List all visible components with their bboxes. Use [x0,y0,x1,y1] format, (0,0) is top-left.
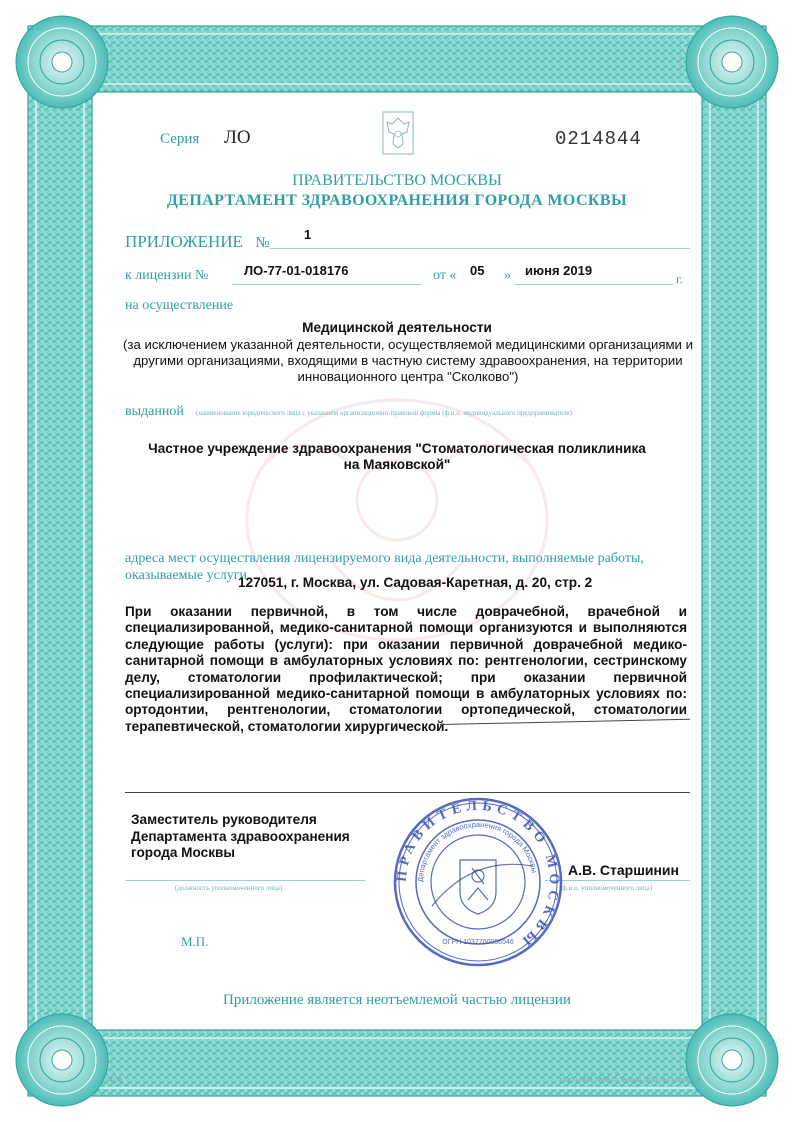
footer-note: Приложение является неотъемлемой частью лицензии [223,992,571,1008]
appendix-label: ПРИЛОЖЕНИЕ № [125,232,270,251]
date-from-label: от « [433,268,457,283]
position-hint: (должность уполномоченного лица) [175,884,283,892]
corner-rosette-tl [16,16,108,108]
activity-label: на осуществление [125,298,234,313]
issued-hint: (наименование юридического лица с указанием организационно-правовой формы (ф.и.о. индивидуального предпринимателя) [196,409,572,417]
license-day: 05 [470,263,485,278]
organization-name: Частное учреждение здравоохранения "Стоматологическая поликлиника на Маяковской" [148,441,646,473]
signature-stroke [432,864,532,906]
series-label: Серия [160,131,200,147]
seal-ogrn: ОГРН 1037700056546 [442,939,514,946]
address-value: 127051, г. Москва, ул. Садовая-Каретная, д. 20, стр. 2 [238,575,593,590]
activity-description: (за исключением указанной деятельности, осуществляемой медицинскими организациями и другими организациями, входящими в частную систему здравоохранения, на территории инновационного центра "Сколково") [123,337,693,384]
printer-info: ООО «НПФ ТРИЛ», г. Москва, 2017 год, уровень В [560,1078,701,1084]
license-month-year: июня 2019 [525,263,593,278]
series-value: ЛО [224,127,251,148]
license-number: ЛО-77-01-018176 [244,263,349,278]
works-description: При оказании первичной, в том числе доврачебной, врачебной и специализированной, медико-санитарной помощи организуются и выполняются следующие работы (услуги): при оказании первичной доврачебной медико-санитарной помощи в амбулаторных условиях по: рентгенологии, сестринскому делу, стоматологии профилактической; при оказании первичной специализированной медико-санитарной помощи в амбулаторных условиях по: ортодонтии, рентгенологии, стоматологии ортопедической, стоматологии терапевтической, стоматологии хирургической. [125,604,687,734]
activity-title: Медицинской деятельности [302,320,492,335]
corner-rosette-bl [16,1014,108,1106]
year-suffix: г. [676,272,683,286]
signatory-name: А.В. Старшинин [568,862,679,878]
date-day-close: » [504,268,511,283]
seal-outer-text: ПРАВИТЕЛЬСТВО МОСКВЫ [394,798,562,951]
name-hint: (ф.и.о. уполномоченного лица) [560,884,653,892]
address-label: адреса мест осуществления лицензируемого вида деятельности, выполняемые работы, оказываемые услуги [125,551,644,583]
official-seal-icon [392,796,564,968]
issued-label: выданной [125,404,184,419]
emblem-icon [383,112,413,154]
seal-inner-text: Департамент здравоохранения города Москвы [415,819,540,883]
coat-of-arms-icon [460,860,496,914]
license-label: к лицензии № [125,268,209,283]
form-number: 0214844 [555,128,642,150]
corner-rosette-br [686,1014,778,1106]
appendix-number: 1 [304,227,312,242]
corner-rosette-tr [686,16,778,108]
signatory-position: Заместитель руководителя Департамента здравоохранения города Москвы [131,812,350,860]
department-title: ДЕПАРТАМЕНТ ЗДРАВООХРАНЕНИЯ ГОРОДА МОСКВЫ [166,192,628,209]
government-title: ПРАВИТЕЛЬСТВО МОСКВЫ [292,172,502,189]
form-code: А4238 [105,1078,123,1084]
mp-label: М.П. [181,934,209,949]
